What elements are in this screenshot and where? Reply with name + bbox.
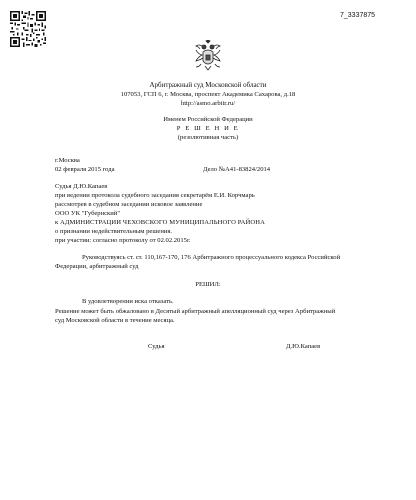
ruling-line: В удовлетворении иска отказать. bbox=[82, 298, 174, 305]
body-line: при участии: согласно протоколу от 02.02.2015г. bbox=[55, 237, 191, 244]
qr-code-icon bbox=[10, 11, 46, 47]
ruling-line: Решение может быть обжаловано в Десятый арбитражный апелляционный суд через Арбитражный bbox=[55, 308, 336, 315]
body-line: о признании недействительным решения. bbox=[55, 228, 173, 235]
body-line: к АДМИНИСТРАЦИИ ЧЕХОВСКОГО МУНИЦИПАЛЬНОГО РАЙОНА bbox=[55, 219, 265, 226]
ruling-line: суд Московской области в течение месяца. bbox=[55, 317, 175, 324]
body-line: при ведении протокола судебного заседания секретарём Е.И. Корчмарь bbox=[55, 192, 255, 199]
decision-part: (резолютивная часть) bbox=[177, 134, 239, 141]
in-name-of-federation: Именем Российской Федерации bbox=[163, 116, 253, 123]
guided-line: Руководствуясь ст. ст. 110,167-170, 176 Арбитражного процессуального кодекса Российской bbox=[82, 254, 341, 261]
place: г.Москва bbox=[55, 157, 80, 164]
court-address: 107053, ГСП 6, г. Москва, проспект Академика Сахарова, д.18 bbox=[120, 91, 296, 98]
body-line: Судья Д.Ю.Капаев bbox=[55, 183, 108, 190]
court-name: Арбитражный суд Московской области bbox=[149, 81, 267, 89]
body-line: рассмотрев в судебном заседании исковое заявление bbox=[55, 201, 203, 208]
guided-line: Федерации, арбитражный суд bbox=[55, 263, 139, 270]
coat-of-arms-icon bbox=[193, 40, 223, 72]
case-number: Дело №А41-83824/2014 bbox=[203, 166, 271, 173]
resolved-heading: РЕШИЛ: bbox=[195, 281, 221, 288]
signature-name: Д.Ю.Капаев bbox=[286, 343, 321, 350]
document-code: 7_3337875 bbox=[340, 12, 376, 19]
signature-role: Судья bbox=[148, 343, 165, 350]
body-line: ООО УК "Губернский" bbox=[55, 210, 121, 217]
decision-title: Р Е Ш Е Н И Е bbox=[176, 125, 240, 132]
decision-date: 02 февраля 2015 года bbox=[55, 166, 115, 173]
court-website: http://asmo.arbitr.ru/ bbox=[180, 100, 236, 107]
